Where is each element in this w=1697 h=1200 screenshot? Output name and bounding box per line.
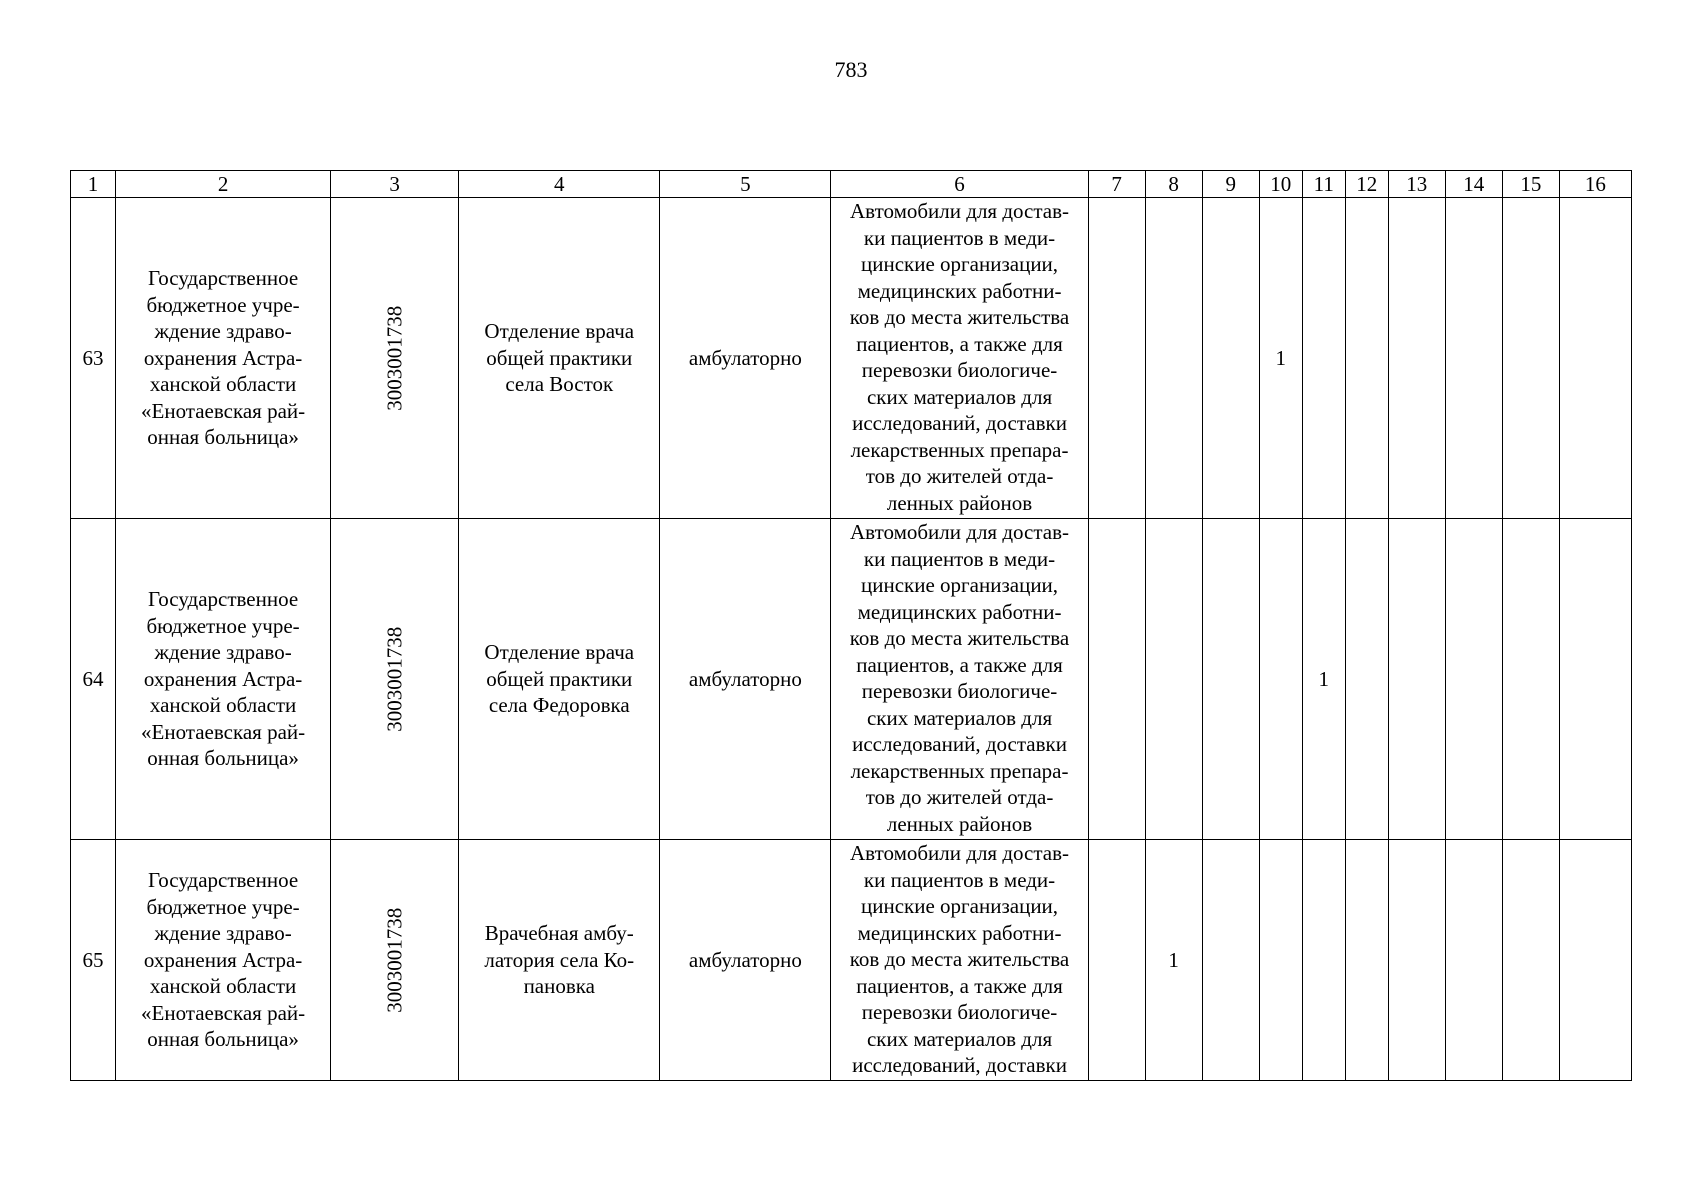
department-text: Отделение врача общей практики села Федоровка [484, 640, 635, 718]
header-cell: 9 [1202, 171, 1259, 198]
description-text: Автомобили для достав- ки пациентов в меди- цинские организации, медицинских работни- ков до места жительства пациентов, а также для перевозки биологиче- ских материалов для исследований, доставки лекарственных препара- тов до жителей отда- ленных районов [849, 199, 1070, 515]
value-cell-16 [1559, 519, 1631, 840]
description-text: Автомобили для достав- ки пациентов в меди- цинские организации, медицинских работни- ков до места жительства пациентов, а также для перевозки биологиче- ских материалов для исследований, доставки [849, 841, 1070, 1077]
value-cell-10: 1 [1259, 198, 1302, 519]
header-row [71, 171, 1632, 198]
department-cell [459, 519, 660, 840]
description-text: Автомобили для достав- ки пациентов в меди- цинские организации, медицинских работни- ков до места жительства пациентов, а также для перевозки биологиче- ских материалов для исследований, доставки лекарственных препара- тов до жителей отда- ленных районов [849, 520, 1070, 836]
value-cell-12 [1345, 840, 1388, 1081]
mode-cell: амбулаторно [660, 198, 831, 519]
value-cell-11: 1 [1302, 519, 1345, 840]
header-cell: 3 [331, 171, 459, 198]
value-cell-9 [1202, 198, 1259, 519]
page-number: 783 [834, 57, 868, 82]
description-cell [831, 519, 1088, 840]
data-table [70, 170, 1632, 1081]
department-text: Отделение врача общей практики села Восток [484, 319, 635, 397]
value-cell-9 [1202, 840, 1259, 1081]
header-cell: 7 [1088, 171, 1145, 198]
value-cell-8: 1 [1145, 840, 1202, 1081]
organization-text: Государственное бюджетное учре- ждение здраво- охранения Астра- ханской области «Енотаевская рай- онная больница» [141, 587, 306, 771]
header-cell: 4 [459, 171, 660, 198]
organization-text: Государственное бюджетное учре- ждение здраво- охранения Астра- ханской области «Енотаевская рай- онная больница» [141, 266, 306, 450]
code-cell [331, 198, 459, 519]
header-cell: 10 [1259, 171, 1302, 198]
value-cell-12 [1345, 519, 1388, 840]
organization-cell [116, 840, 331, 1081]
value-cell-10 [1259, 519, 1302, 840]
header-cell: 14 [1445, 171, 1502, 198]
header-cell: 12 [1345, 171, 1388, 198]
value-cell-10 [1259, 840, 1302, 1081]
value-cell-16 [1559, 840, 1631, 1081]
value-cell-13 [1388, 840, 1445, 1081]
header-cell: 2 [116, 171, 331, 198]
code-text: 3003001738 [382, 305, 407, 411]
value-cell-7 [1088, 840, 1145, 1081]
value-cell-11 [1302, 840, 1345, 1081]
header-cell: 16 [1559, 171, 1631, 198]
header-cell: 6 [831, 171, 1088, 198]
department-cell [459, 840, 660, 1081]
value-cell-9 [1202, 519, 1259, 840]
header-cell: 8 [1145, 171, 1202, 198]
department-cell [459, 198, 660, 519]
value-cell-7 [1088, 519, 1145, 840]
header-cell: 15 [1502, 171, 1559, 198]
value-cell-14 [1445, 198, 1502, 519]
value-cell-16 [1559, 198, 1631, 519]
value-cell-11 [1302, 198, 1345, 519]
value-cell-14 [1445, 519, 1502, 840]
value-cell-8 [1145, 198, 1202, 519]
organization-text: Государственное бюджетное учре- ждение здраво- охранения Астра- ханской области «Енотаевская рай- онная больница» [141, 868, 306, 1052]
code-text: 3003001738 [382, 626, 407, 732]
header-cell: 13 [1388, 171, 1445, 198]
table-row [71, 198, 1632, 519]
mode-cell: амбулаторно [660, 840, 831, 1081]
row-number: 64 [71, 519, 116, 840]
code-text: 3003001738 [382, 907, 407, 1013]
value-cell-14 [1445, 840, 1502, 1081]
value-cell-7 [1088, 198, 1145, 519]
value-cell-13 [1388, 519, 1445, 840]
organization-cell [116, 519, 331, 840]
value-cell-13 [1388, 198, 1445, 519]
code-cell [331, 840, 459, 1081]
department-text: Врачебная амбу- латория села Ко- пановка [484, 921, 635, 999]
organization-cell [116, 198, 331, 519]
description-cell [831, 198, 1088, 519]
code-cell [331, 519, 459, 840]
value-cell-15 [1502, 840, 1559, 1081]
mode-cell: амбулаторно [660, 519, 831, 840]
row-number: 63 [71, 198, 116, 519]
row-number: 65 [71, 840, 116, 1081]
value-cell-12 [1345, 198, 1388, 519]
table-row [71, 519, 1632, 840]
value-cell-8 [1145, 519, 1202, 840]
value-cell-15 [1502, 198, 1559, 519]
table-row [71, 840, 1632, 1081]
header-cell: 5 [660, 171, 831, 198]
value-cell-15 [1502, 519, 1559, 840]
description-cell [831, 840, 1088, 1081]
header-cell: 1 [71, 171, 116, 198]
header-cell: 11 [1302, 171, 1345, 198]
